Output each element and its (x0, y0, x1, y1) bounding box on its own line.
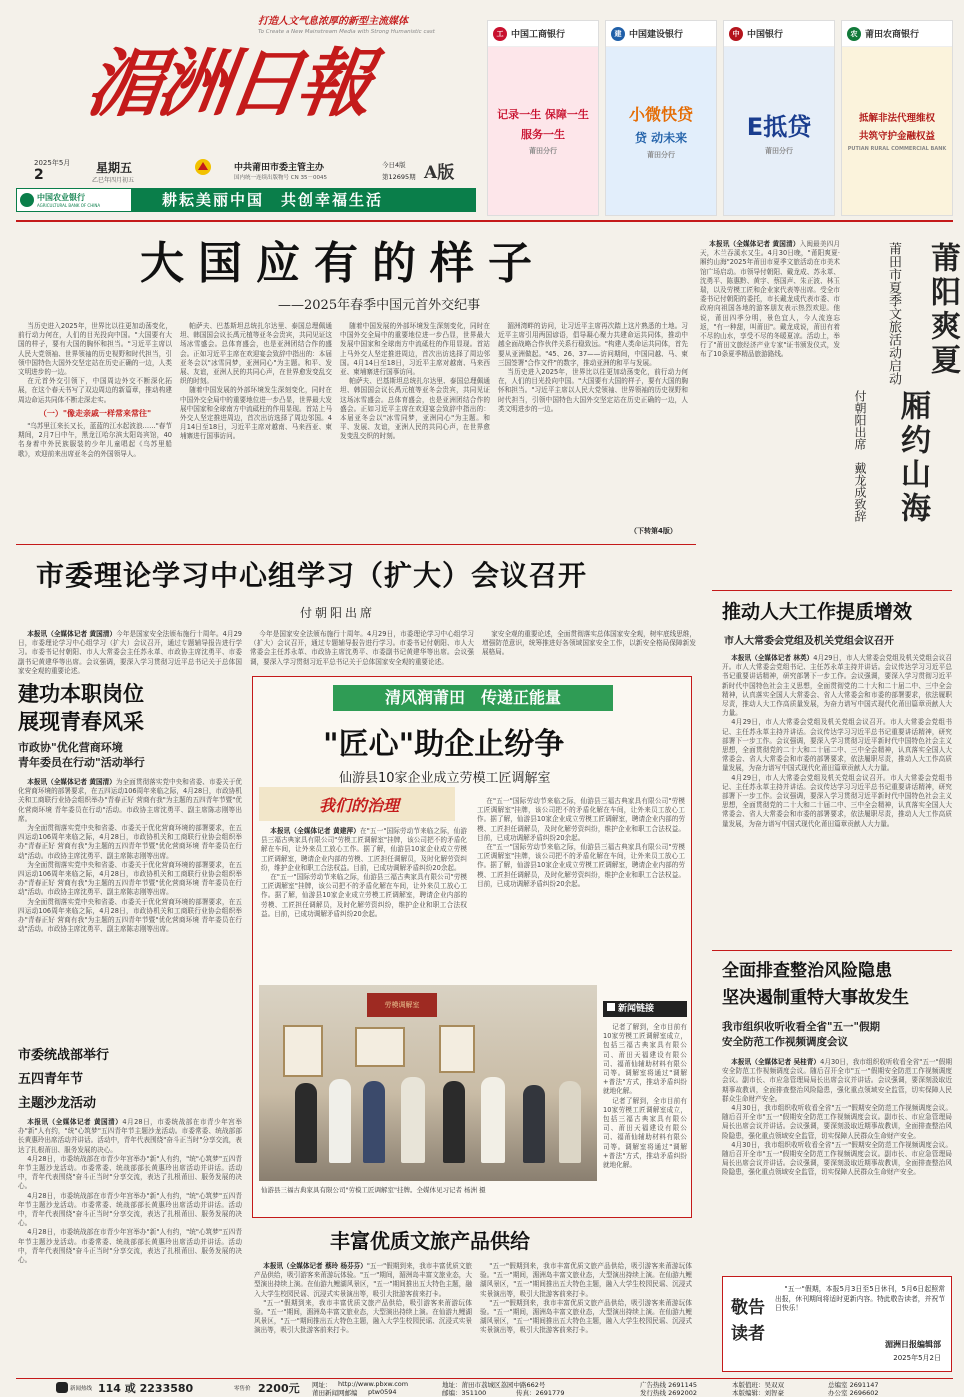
price-label: 零售价 (234, 1386, 251, 1392)
issue-number: 第12695期 (382, 173, 416, 181)
ad-icbc-bank: 中国工商银行 (511, 30, 566, 40)
date-year: 2025年5月 (34, 159, 71, 167)
edition-badge: A版 (424, 163, 455, 183)
ad-prcb-line2: 共筑守护金融权益 (858, 131, 935, 142)
lead-p2: 在元首外交引领下，中国周边外交不断深化拓展，在这个春天书写了双边周边的新篇章，推动构建周边命运共同体不断走深走实。 (18, 377, 172, 404)
meeting-col1 (18, 630, 242, 675)
people-text-c: 4月29日，市人大常委会党组及机关党组会议召开。市人大常委会党组书记、主任苏永革主持并讲话。会议传达学习习近平总书记重要讲话精神，研究部署下一步工作。会议强调，要深入学习贯彻习近平新时代中国特色社会主义思想，全面贯彻党的二十大和二十届二中、三中全会精神，认真落实全国人大常委会、省人大常委会和市委的部署要求，依法履职尽责，推动人大工作高质量发展，为奋力谱写中国式现代化莆田篇章贡献人大力量。 (722, 773, 952, 828)
abc-logo-icon (20, 193, 34, 207)
people-subhead: 市人大常委会党组及机关党组会议召开 (724, 636, 894, 647)
safety-text-c: 4月30日，我市组织收听收看全省"五一"假期安全防范工作视频调度会议。随后召开全市"五一"假期安全防范工作视频调度会议。副市长、市应急管理局局长出席会议并讲话。会议强调，要深刻汲取近期事故教训，全面排查整治风险隐患，强化重点领域安全监管，切实保障人民群众生命财产安全。 (722, 1140, 952, 1177)
weekday: 星期五 (96, 161, 133, 175)
ad-ccb-line2: 贷 动未来 (634, 131, 688, 145)
side-top-title-b: 厢约山海 (895, 390, 930, 526)
cppcc-text-c: 为全面贯彻落实党中央和省委、市委关于优化营商环境的部署要求，在五四运动106周年来临之际，4月28日，市政协机关和工商联行业协会组织举办"青春正好 营商有我"为主题的五四青年节暨"优化营商环境 青年委员在行动"活动。市政协主席沈勇平、副主席陈志刚等出席。 (18, 860, 242, 897)
side-top-byline: 本报讯（全媒体记者 黄国清） (709, 240, 800, 248)
feature-text-c: 在"五一"国际劳动节来临之际，仙游县三福古典家具有限公司"劳模工匠调解室"挂牌，该公司把不的矛盾化解在车间，让外来员工放心工作。据了解，仙游县10家企业成立劳模工匠调解室，聘请企业内部的劳模、工匠担任调解员，及时化解劳资纠纷，维护企业和职工合法权益。目前，已成功调解矛盾纠纷20余起。 (477, 797, 685, 842)
side-top-body (700, 240, 840, 580)
news-link-text-b: 记者了解到，全市目前有10家劳模工匠调解室成立，包括三福古典家具有限公司、莆田天福建设有限公司、福莆仙辅助材料有限公司等。调解室将通过"调解+普法"方式，推动矛盾纠纷就地化解。 (603, 1096, 687, 1170)
culture-text-b: "五一"假期到来，我市丰富优质文旅产品供给，吸引游客来莆游玩体验。"五一"期间，湄洲岛丰富文旅业态，大型演出持续上演。在仙游九鲤湖风景区，"五一"期间推出五大特色主题，融入大学生校园民谣、沉浸式实景演出等，吸引大批游客前来打卡。 (254, 1298, 472, 1335)
abc-banner (16, 188, 476, 212)
page-count: 今日4版 (382, 161, 406, 169)
lead-col3 (340, 322, 490, 536)
price-value: 2200元 (258, 1382, 300, 1395)
feature-column-label (259, 787, 455, 821)
united-front-headline: 市委统战部举行 五四青年节 主题沙龙活动 (18, 1048, 110, 1111)
icbc-logo-icon: 工 (493, 27, 507, 41)
lead-p6: 湄洲湾畔的访问，让习近平主席再次踏上这片熟悉的土地。习近平主席引用两国谚语，倡导凝心聚力共建命运共同体，推动中越全面战略合作伙伴关系行稳致远。"构建人类命运共同体，首先要从亚洲做起。"45、26、37——访问期间，中国同越、马、柬三国签署"合作文件"的数字，推动亚洲的和平与发展。 (498, 322, 688, 367)
boc-logo-icon: 中 (729, 27, 743, 41)
ad-boc-bank: 中国银行 (747, 30, 784, 40)
photo-frame-right (439, 1025, 475, 1073)
party-emblem-icon (194, 158, 212, 176)
slogan (258, 12, 468, 35)
page-editor: 本版编辑：刘智豪 (732, 1389, 784, 1397)
feature-subhead: 仙游县10家企业成立劳模工匠调解室 (339, 771, 551, 786)
meeting-attendee: 付朝阳出席 (300, 606, 376, 620)
culture-text: "五一"假期到来，我市丰富优质文旅产品供给，吸引游客来莆游玩体验。"五一"期间，湄洲岛丰富文旅业态，大型演出持续上演。在仙游九鲤湖风景区，"五一"期间推出五大特色主题，融入大学生校园民谣、沉浸式实景演出等，吸引大批游客前来打卡。 (254, 1262, 472, 1298)
people-text-b: 4月29日，市人大常委会党组及机关党组会议召开。市人大常委会党组书记、主任苏永革主持并讲话。会议传达学习习近平总书记重要讲话精神，研究部署下一步工作。会议强调，要深入学习贯彻习近平新时代中国特色社会主义思想，全面贯彻党的二十大和二十届二中、三中全会精神，认真落实全国人大常委会、省人大常委会和市委的部署要求，依法履职尽责，推动人大工作高质量发展，为奋力谱写中国式现代化莆田篇章贡献人大力量。 (722, 718, 952, 773)
feature-headline: "匠心"助企止纷争 (323, 727, 565, 762)
lead-p3: "乌苏里江来长又长，蓝蓝的江水起波浪……"春节期间，2月7日中午，黑龙江哈尔滨太阳岛宾馆，40名身着中外民族服装的少年儿童唱起《乌苏里船歌》，欢迎前来出席亚冬会的外国领导人。 (18, 422, 172, 458)
lead-p4: 帕萨夫、巴基斯坦总统扎尔达里、泰国总理佩通坦、韩国国会议长禹元植等亚冬会贵宾，共同见证这场冰雪盛会。总体育盛会，也是亚洲团结合作的盛会。正如习近平主席在欢迎宴会致辞中指出的：本届亚冬会以"冰雪同梦，亚洲同心"为主题。和平、发展、友谊，亚洲人民的共同心声，在世界愈发变乱交织的时刻。 (180, 322, 332, 386)
website-label: 网址： (312, 1381, 332, 1389)
footer (16, 1380, 953, 1397)
notice-title: 敬告读者 (731, 1298, 765, 1344)
lead-col4 (498, 322, 688, 522)
culture-col1 (254, 1262, 472, 1374)
meeting-byline: 本报讯（全媒体记者 黄国清） (27, 630, 117, 638)
meeting-body1: 今年是国家安全法颁布施行十周年。4月29日，市委理论学习中心组学习（扩大）会议召开，通过专题辅导报告进行学习。市委书记付朝阳、市人大常委会主任苏永革、市政协主席沈勇平、市委副书记黄建华等出席。会议强调，要深入学习贯彻习近平总书记关于总体国家安全观的重要论述。 (18, 630, 242, 675)
feature-text-d: 在"五一"国际劳动节来临之际，仙游县三福古典家具有限公司"劳模工匠调解室"挂牌，该公司把不的矛盾化解在车间，让外来员工放心工作。据了解，仙游县10家企业成立劳模工匠调解室，聘请企业内部的劳模、工匠担任调解员，及时化解劳资纠纷，维护企业和职工合法权益。目前，已成功调解矛盾纠纷20余起。 (477, 843, 685, 888)
safety-body (722, 1058, 952, 1270)
ad-boc-line1: E抵贷 (746, 112, 812, 141)
united-front-body (18, 1118, 242, 1376)
cppcc-text: 为全面贯彻落实党中央和省委、市委关于优化营商环境的部署要求，在五四运动106周年来临之际，4月28日，市政协机关和工商联行业协会组织举办"青春正好 营商有我"为主题的五四青年节暨"优化营商环境 青年委员在行动"活动。市政协主席沈勇平、副主席陈志刚等出席。 (18, 778, 243, 823)
lead-p1: 当历史进入2025年，世界比以往更加动荡变化，前行动力何在，人们的目光投向中国。"大国要有大国的样子，要有大国的胸怀和担当。"习近平主席以人民大党领袖、世界领袖的历史视野和时代担当，引领中国特色大国外交坚定站在历史正确的一边，人类文明进步的一边。 (18, 322, 172, 377)
slogan-en: To Create a New Mainstream Media with Strong Humanistic cast (258, 29, 435, 35)
feature-photo-caption: 仙游县三福古典家具有限公司"劳模工匠调解室"挂牌。全媒体见习记者 杨洲 摄 (261, 1186, 486, 1194)
email-label: 莆田新闻网邮编 (312, 1389, 358, 1397)
newspaper-title: 湄洲日報 (81, 41, 375, 127)
photo-person-6 (481, 1077, 505, 1163)
issue-info-row (16, 158, 476, 184)
meeting-body2: 家安全观的重要论述，全面贯彻落实总体国家安全观，树牢底线思维，增强防范意识，统筹推进好各领域国家安全工作，以新安全格局保障新发展格局。 (482, 630, 696, 657)
meeting-col2 (250, 630, 474, 670)
culture-text-d: "五一"假期到来，我市丰富优质文旅产品供给，吸引游客来莆游玩体验。"五一"期间，湄洲岛丰富文旅业态，大型演出持续上演。在仙游九鲤湖风景区，"五一"期间推出五大特色主题，融入大学生校园民谣、沉浸式实景演出等，吸引大批游客前来打卡。 (480, 1298, 692, 1335)
meeting-col3 (482, 630, 696, 670)
cppcc-subhead: 市政协"优化营商环境 青年委员在行动"活动举行 (18, 741, 145, 769)
photo-sign-text: 劳模调解室 (384, 1001, 420, 1009)
distribution-hotline: 发行热线 2692002 (640, 1389, 698, 1397)
ad-ccb-line1: 小微快贷 (628, 105, 693, 124)
safety-subhead: 我市组织收听收看全省"五一"假期 安全防范工作视频调度会议 (722, 1021, 880, 1048)
people-headline: 推动人大工作提质增效 (722, 601, 913, 623)
notice-body (775, 1285, 945, 1335)
lead-p5b: 随着中国发展的外部环境发生深刻变化，同时在中国外交全局中的重要地位进一步凸显，世界最大发展中国家和全球南方中流砥柱的作用显现。首站上马外交人坚定推进周边，首次出访选择了周边邻国。4月14日至18日，习近平主席对越南、马来西亚、柬埔寨进行国事访问。 (340, 322, 490, 377)
hotline-label: 新闻热线 (70, 1386, 93, 1392)
united-front-text: 4月28日，市委统战部在市青少年宫举办"新"人有约，"统"心筑梦"五四青年节主题沙龙活动。市委常委、统战部部长黄惠玲出席活动并讲话。活动中，青年代表围绕"奋斗正当时"分享交流，表达了扎根莆田、服务发展的决心。 (18, 1118, 242, 1154)
feature-col2 (477, 797, 685, 981)
ad-icbc[interactable] (487, 20, 599, 216)
ad-boc-sub: 莆田分行 (765, 146, 793, 155)
postcode: 邮编：351100 (442, 1389, 487, 1397)
side-top-attendees: 付朝阳出席 戴龙成致辞 (853, 390, 867, 522)
feature-column-text: 我们的治理 (319, 796, 400, 815)
ccb-logo-icon: 建 (611, 27, 625, 41)
ad-prcb-line1: 抵解非法代理维权 (858, 113, 935, 124)
photo-wall-sign (367, 993, 437, 1017)
email-value: ptw0594 (368, 1388, 397, 1396)
abc-motto: 耕耘美丽中国 共创幸福生活 (132, 188, 476, 212)
photo-person-3 (363, 1081, 385, 1163)
feature-banner (333, 685, 613, 711)
cppcc-byline: 本报讯（全媒体记者 黄国清） (27, 778, 116, 786)
meeting-body1b: 今年是国家安全法颁布施行十周年。4月29日，市委理论学习中心组学习（扩大）会议召开，通过专题辅导报告进行学习。市委书记付朝阳、市人大常委会主任苏永革、市政协主席沈勇平、市委副书记黄建华等出席。会议强调，要深入学习贯彻习近平总书记关于总体国家安全观的重要论述。 (250, 630, 474, 666)
culture-headline: 丰富优质文旅产品供给 (330, 1229, 530, 1253)
people-byline: 本报讯（全媒体记者 林英） (731, 654, 814, 662)
date-day: 2 (34, 167, 44, 183)
notice-date: 2025年5月2日 (893, 1354, 941, 1362)
safety-byline: 本报讯（全媒体记者 吴桂青） (731, 1058, 821, 1066)
news-link-text: 记者了解到，全市目前有10家劳模工匠调解室成立，包括三福古典家具有限公司、莆田天福建设有限公司、福莆仙辅助材料有限公司等。调解室将通过"调解+普法"方式，推动矛盾纠纷就地化解。 (603, 1023, 687, 1096)
ad-prcb-sub: PUTIAN RURAL COMMERCIAL BANK (847, 146, 947, 152)
lead-p4b: 帕萨夫、巴基斯坦总统扎尔达里、泰国总理佩通坦、韩国国会议长禹元植等亚冬会贵宾，共同见证这场冰雪盛会。总体育盛会，也是亚洲团结合作的盛会。正如习近平主席在欢迎宴会致辞中指出的：本届亚冬会以"冰雪同梦，亚洲同心"为主题。和平、发展、友谊，亚洲人民的共同心声，在世界愈发变乱交织的时刻。 (340, 377, 490, 441)
united-front-byline: 本报讯（全媒体记者 黄国清） (27, 1118, 123, 1126)
masthead (0, 0, 960, 218)
feature-text: 在"五一"国际劳动节来临之际，仙游县三福古典家具有限公司"劳模工匠调解室"挂牌，该公司把不的矛盾化解在车间，让外来员工放心工作。据了解，仙游县10家企业成立劳模工匠调解室，聘请企业内部的劳模、工匠担任调解员，及时化解劳资纠纷，维护企业和职工合法权益。目前，已成功调解矛盾纠纷20余起。 (261, 827, 467, 872)
ad-icbc-line1: 记录一生 保障一生 (497, 108, 589, 121)
side-top-story (700, 230, 960, 582)
address: 地址：莆田市荔城区荔园中路662号 (442, 1381, 546, 1389)
ad-ccb[interactable] (605, 20, 717, 216)
lead-divider (16, 544, 696, 545)
ad-boc[interactable] (723, 20, 835, 216)
united-front-text-c: 4月28日，市委统战部在市青少年宫举办"新"人有约，"统"心筑梦"五四青年节主题沙龙活动。市委常委、统战部部长黄惠玲出席活动并讲话。活动中，青年代表围绕"奋斗正当时"分享交流，表达了扎根莆田、服务发展的决心。 (18, 1191, 242, 1228)
cppcc-text-b: 为全面贯彻落实党中央和省委、市委关于优化营商环境的部署要求，在五四运动106周年来临之际，4月28日，市政协机关和工商联行业协会组织举办"青春正好 营商有我"为主题的五四青年节暨"优化营商环境 青年委员在行动"活动。市政协主席沈勇平、副主席陈志刚等出席。 (18, 824, 242, 860)
photo-person-8 (559, 1081, 581, 1163)
masthead-divider (16, 220, 953, 222)
cppcc-body (18, 778, 242, 1040)
lead-col1 (18, 322, 172, 536)
admin-office: 办公室 2696602 (828, 1389, 879, 1397)
phone-icon (56, 1382, 68, 1393)
ad-prcb-bank: 莆田农商银行 (865, 30, 920, 40)
lead-section1: （一）"像走亲戚一样常来常往" (38, 408, 152, 418)
abc-name-en: AGRICULTURAL BANK OF CHINA (37, 203, 101, 208)
footer-rule (16, 1378, 953, 1379)
feature-photo (259, 985, 597, 1181)
cn-number: 国内统一连续出版物号 CN 35－0045 (234, 175, 327, 181)
lead-p1b: 当历史进入2025年，世界比以往更加动荡变化，前行动力何在，人们的目光投向中国。"大国要有大国的样子，要有大国的胸怀和担当。"习近平主席以人民大党领袖、世界领袖的历史视野和时代担当，引领中国特色大国外交坚定站在历史正确的一边，人类文明进步的一边。 (498, 368, 688, 413)
photo-person-4 (401, 1077, 425, 1163)
united-front-text-b: 4月28日，市委统战部在市青少年宫举办"新"人有约，"统"心筑梦"五四青年节主题沙龙活动。市委常委、统战部部长黄惠玲出席活动并讲话。活动中，青年代表围绕"奋斗正当时"分享交流，表达了扎根莆田、服务发展的决心。 (18, 1154, 242, 1191)
notice-text: "五一"假期，本报5月3日至5日休刊，5月6日起照常出报，休刊期间将适时更新内容。特此敬告读者，并祝节日快乐！ (775, 1285, 945, 1313)
slogan-cn: 打造人文气息浓厚的新型主流媒体 (258, 16, 408, 27)
photo-person-2 (329, 1079, 351, 1163)
lead-headline: 大国应有的样子 (140, 238, 546, 289)
photo-frame-mid (355, 1027, 405, 1067)
photo-frame-left (283, 1025, 323, 1077)
culture-text-c: "五一"假期到来，我市丰富优质文旅产品供给，吸引游客来莆游玩体验。"五一"期间，湄洲岛丰富文旅业态，大型演出持续上演。在仙游九鲤湖风景区，"五一"期间推出五大特色主题，融入大学生校园民谣、沉浸式实景演出等，吸引大批游客前来打卡。 (480, 1262, 692, 1298)
news-link-body (603, 1023, 687, 1211)
hotline-number: 114 或 2233580 (98, 1382, 194, 1395)
united-front-text-d: 4月28日，市委统战部在市青少年宫举办"新"人有约，"统"心筑梦"五四青年节主题沙龙活动。市委常委、统战部部长黄惠玲出席活动并讲话。活动中，青年代表围绕"奋斗正当时"分享交流，表达了扎根莆田、服务发展的决心。 (18, 1228, 242, 1265)
prcb-logo-icon: 农 (847, 27, 861, 41)
photo-person-5 (443, 1081, 465, 1163)
side-top-title-a: 莆阳爽夏 (925, 242, 960, 378)
right-divider-2 (712, 950, 952, 951)
news-link-label: 新闻链接 (618, 1004, 655, 1014)
people-text: 4月29日，市人大常委会党组及机关党组会议召开。市人大常委会党组书记、主任苏永革主持并讲话。会议传达学习习近平总书记重要讲话精神，研究部署下一步工作。会议强调，要深入学习贯彻习近平新时代中国特色社会主义思想，全面贯彻党的二十大和二十届二中、三中全会精神，认真落实全国人大常委会、省人大常委会和市委的部署要求，依法履职尽责，推动人大工作高质量发展，为奋力谱写中国式现代化莆田篇章贡献人大力量。 (722, 654, 952, 718)
lead-continued[interactable]: （下转第4版） (630, 527, 677, 535)
chief-office: 总编室 2691147 (828, 1381, 879, 1389)
notice-sign: 湄洲日报编辑部 (885, 1340, 941, 1349)
safety-text-b: 4月30日，我市组织收听收看全省"五一"假期安全防范工作视频调度会议。随后召开全市"五一"假期安全防范工作视频调度会议。副市长、市应急管理局局长出席会议并讲话。会议强调，要深刻汲取近期事故教训，全面排查整治风险隐患，强化重点领域安全监管，切实保障人民群众生命财产安全。 (722, 1104, 952, 1140)
feature-byline: 本报讯（全媒体记者 黄建萍） (270, 827, 361, 835)
culture-col2 (480, 1262, 692, 1374)
safety-headline: 全面排查整治风险隐患 坚决遏制重特大事故发生 (722, 961, 909, 1008)
feature-col1 (261, 827, 467, 981)
news-link-icon (607, 1003, 615, 1011)
side-top-subtitle: 莆田市夏季文旅活动启动 (886, 242, 901, 385)
ad-prcb[interactable] (841, 20, 953, 216)
feature-text-b: 在"五一"国际劳动节来临之际，仙游县三福古典家具有限公司"劳模工匠调解室"挂牌，该公司把不的矛盾化解在车间，让外来员工放心工作。据了解，仙游县10家企业成立劳模工匠调解室，聘请企业内部的劳模、工匠担任调解员，及时化解劳资纠纷，维护企业和职工合法权益。目前，已成功调解矛盾纠纷20余起。 (261, 873, 467, 918)
culture-byline: 本报讯（全媒体记者 蔡玲 杨芬芬） (263, 1262, 367, 1270)
lunar-date: 乙巳年四月初五 (92, 177, 135, 184)
people-body (722, 654, 952, 944)
feature-banner-text: 清风润莆田 传递正能量 (384, 688, 561, 707)
ad-icbc-sub: 莆田分行 (529, 147, 557, 155)
ad-hotline: 广告热线 2691145 (640, 1381, 698, 1389)
abc-logo (16, 188, 132, 212)
reader-notice (722, 1276, 952, 1372)
photo-person-1 (295, 1083, 317, 1163)
ad-icbc-line2: 服务一生 (521, 128, 565, 141)
side-top-text: 入闽最美四月天，木兰吞溪水又生。4月30日晚，"莆阳爽夏·厢约山海"2025年莆田市夏季文旅活动在市美术馆广场启动。市领导付朝阳、戴龙成、苏永革、沈勇平、陈惠黔、黄宇、蔡国声、朱正波、林玉瑞，以及劳模工匠和企业家代表等出席。受全市委书记付朝阳的委托，市长戴龙成代表市委、市政府向祖国各地的游客朋友表示热烈欢迎。他说，莆田四季分明，景色宜人，今人流连忘返，"有一种甜，叫莆田"。戴龙成说，莆田有着不尽的山水，享受不尽的冬暖夏凉。活动上，举行了"莆田文旅经济产业专家"证书颁发仪式，发布了10条夏季精品旅游路线。 (700, 240, 841, 359)
cppcc-headline: 建功本职岗位 展现青春风采 (18, 681, 144, 734)
ad-ccb-bank: 中国建设银行 (629, 30, 684, 40)
website-link[interactable]: http://www.pbxw.com (338, 1380, 409, 1388)
feature-box (252, 676, 692, 1218)
lead-p5: 随着中国发展的外部环境发生深刻变化，同时在中国外交全局中的重要地位进一步凸显，世界最大发展中国家和全球南方中流砥柱的作用显现。首站上马外交人坚定推进周边，首次出访选择了周边邻国。4月14日至18日，习近平主席对越南、马来西亚、柬埔寨进行国事访问。 (180, 386, 332, 441)
cppcc-text-d: 为全面贯彻落实党中央和省委、市委关于优化营商环境的部署要求，在五四运动106周年来临之际，4月28日，市政协机关和工商联行业协会组织举办"青春正好 营商有我"为主题的五四青年节暨"优化营商环境 青年委员在行动"活动。市政协主席沈勇平、副主席陈志刚等出席。 (18, 897, 242, 934)
news-link-tag (603, 1001, 687, 1017)
right-divider-1 (712, 590, 952, 591)
photo-person-7 (523, 1085, 545, 1163)
meeting-headline: 市委理论学习中心组学习（扩大）会议召开 (36, 559, 588, 592)
ad-ccb-sub: 莆田分行 (647, 151, 675, 159)
abc-name: 中国农业银行 (37, 193, 85, 202)
duty-editor: 本版值班：吴双双 (732, 1381, 784, 1389)
lead-col2 (180, 322, 332, 536)
safety-text: 4月30日，我市组织收听收看全省"五一"假期安全防范工作视频调度会议。随后召开全市"五一"假期安全防范工作视频调度会议。副市长、市应急管理局局长出席会议并讲话。会议强调，要深刻汲取近期事故教训，全面排查整治风险隐患，强化重点领域安全监管，切实保障人民群众生命财产安全。 (722, 1058, 952, 1103)
lead-subhead: ——2025年春季中国元首外交纪事 (278, 298, 481, 313)
sponsor: 中共莆田市委主管主办 (234, 163, 325, 173)
fax: 传真：2691779 (516, 1389, 565, 1397)
